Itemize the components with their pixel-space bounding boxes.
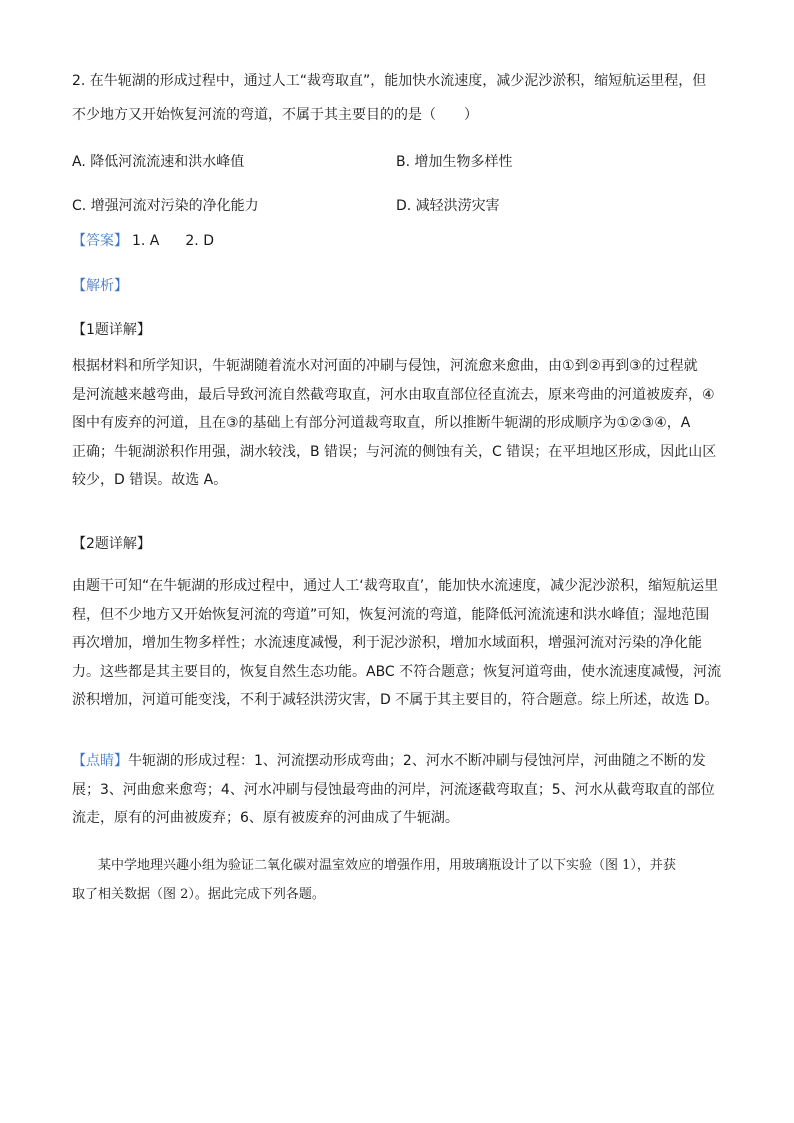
option-row (72, 184, 724, 228)
detail1-paragraph (72, 352, 724, 495)
paragraph-line: 是河流越来越弯曲，最后导致河流自然截弯取直，河水由取直部位径直流去，原来弯曲的河道被废弃，④ (72, 386, 715, 403)
paragraph-line: 再次增加，增加生物多样性；水流速度减慢，利于泥沙淤积，增加水域面积，增强河流对污染的净化能 (72, 635, 702, 652)
paragraph-line: 牛轭湖的形成过程：1、河流摆动形成弯曲；2、河水不断冲刷与侵蚀河岸，河曲随之不断的发 (128, 753, 706, 769)
answer-label: 【答案】 (72, 233, 128, 249)
detail1-heading: 【1题详解】 (72, 322, 151, 338)
detail2-heading: 【2题详解】 (72, 536, 151, 552)
option-d: D. 减轻洪涝灾害 (396, 198, 500, 214)
analysis-label: 【解析】 (72, 278, 128, 294)
paragraph-line: 力。这些都是其主要目的，恢复自然生态功能。ABC 不符合题意；恢复河道弯曲，使水流速度减慢，河流 (72, 663, 722, 680)
paragraph-line: 展；3、河曲愈来愈弯；4、河水冲刷与侵蚀最弯曲的河岸，河流逐截弯取直；5、河水从截弯取直的部位 (72, 781, 715, 798)
paragraph-line: 较少，D 错误。故选 A。 (72, 472, 228, 489)
stem-line: 2. 在牛轭湖的形成过程中，通过人工“裁弯取直”，能加快水流速度，减少泥沙淤积，缩短航运里程，但 (72, 73, 707, 89)
answer-1: 1. A (132, 233, 160, 249)
answer-line (72, 229, 724, 253)
answer-2: 2. D (185, 233, 214, 249)
paragraph-line: 某中学地理兴趣小组为验证二氧化碳对温室效应的增强作用，用玻璃瓶设计了以下实验（图 1），并获 (98, 858, 676, 873)
option-c: C. 增强河流对污染的净化能力 (72, 198, 259, 214)
paragraph-line: 程，但不少地方又开始恢复河流的弯道”可知，恢复河流的弯道，能降低河流流速和洪水峰值；湿地范围 (72, 606, 710, 623)
stem-line: 不少地方又开始恢复河流的弯道，不属于其主要目的的是（ ） (72, 107, 478, 123)
detail2-paragraph (72, 572, 724, 715)
material-paragraph (72, 851, 724, 909)
paragraph-line: 由题干可知“在牛轭湖的形成过程中，通过人工‘裁弯取直’，能加快水流速度，减少泥沙淤积，缩短航运里 (72, 578, 719, 594)
paragraph-line: 淤积增加，河道可能变浅，不利于减轻洪涝灾害，D 不属于其主要目的，符合题意。综上所述，故选 D。 (72, 692, 719, 709)
paragraph-line: 正确；牛轭湖淤积作用强，湖水较浅，B 错误；与河流的侧蚀有关，C 错误；在平坦地区形成，因此山区 (72, 443, 717, 460)
question-stem (72, 64, 724, 132)
paragraph-line: 流走，原有的河曲被废弃；6、原有被废弃的河曲成了牛轭湖。 (72, 810, 459, 827)
paragraph-line: 图中有废弃的河道，且在③的基础上有部分河道裁弯取直，所以推断牛轭湖的形成顺序为①②③④，A (72, 415, 691, 432)
options (72, 140, 724, 228)
option-row (72, 140, 724, 184)
tip-paragraph (72, 747, 724, 833)
option-a: A. 降低河流流速和洪水峰值 (72, 154, 245, 170)
paragraph-line: 根据材料和所学知识，牛轭湖随着流水对河面的冲刷与侵蚀，河流愈来愈曲，由①到②再到③的过程就 (72, 358, 698, 374)
tip-label: 【点睛】 (72, 753, 128, 769)
paragraph-line: 取了相关数据（图 2）。据此完成下列各题。 (72, 887, 325, 902)
option-b: B. 增加生物多样性 (396, 154, 513, 170)
